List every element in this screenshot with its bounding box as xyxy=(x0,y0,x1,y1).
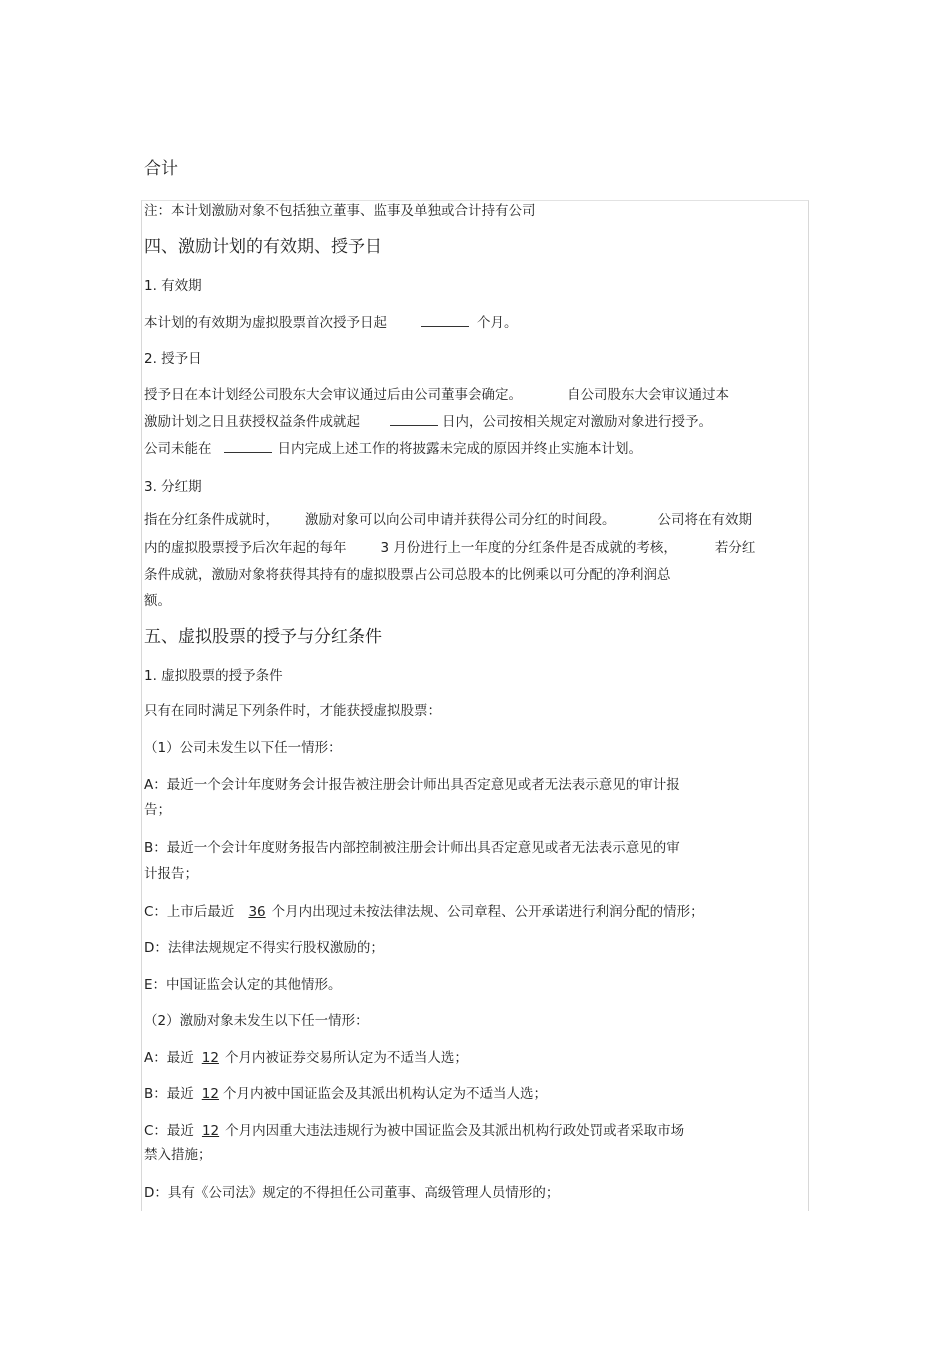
company-cond-c-a: C：上市后最近 xyxy=(144,904,235,920)
grant-date-line-2 xyxy=(144,412,712,431)
dividend-line-1 xyxy=(144,511,752,529)
dividend-line-1c: 公司将在有效期 xyxy=(657,512,752,528)
participant-cond-b xyxy=(144,1085,547,1103)
dividend-line-1a: 指在分红条件成就时， xyxy=(144,512,279,528)
grant-date-line-1b: 自公司股东大会审议通过本 xyxy=(567,387,729,403)
company-conditions-title: （1）公司未发生以下任一情形： xyxy=(144,740,342,756)
dividend-line-2a: 内的虚拟股票授予后次年起的每年 xyxy=(144,540,347,556)
validity-text-b: 个月。 xyxy=(477,315,518,331)
company-cond-b-line-1: B：最近一个会计年度财务报告内部控制被注册会计师出具否定意见或者无法表示意见的审 xyxy=(144,840,680,856)
participant-conditions-title: （2）激励对象未发生以下任一情形： xyxy=(144,1013,369,1029)
deadline-days-blank xyxy=(224,439,272,453)
grant-conditions-intro: 只有在同时满足下列条件时，才能获授虚拟股票： xyxy=(144,703,441,719)
company-cond-a-line-1: A：最近一个会计年度财务会计报告被注册会计师出具否定意见或者无法表示意见的审计报 xyxy=(144,777,680,793)
participant-cond-a-a: A：最近 xyxy=(144,1050,194,1066)
participant-cond-a xyxy=(144,1049,468,1067)
grant-date-line-1a: 授予日在本计划经公司股东大会审议通过后由公司董事会确定。 xyxy=(144,387,522,403)
months-36-value: 36 xyxy=(248,904,266,920)
grant-date-title: 2. 授予日 xyxy=(144,351,202,367)
grant-date-line-2a: 激励计划之日且获授权益条件成就起 xyxy=(144,414,360,430)
grant-days-blank xyxy=(390,412,438,426)
dividend-line-2c: 若分红 xyxy=(714,540,756,556)
participant-cond-c-a: C：最近 xyxy=(144,1123,194,1139)
dividend-line-4: 额。 xyxy=(144,593,171,609)
participant-cond-b-b: 个月内被中国证监会及其派出机构认定为不适当人选； xyxy=(222,1086,547,1102)
grant-date-line-3 xyxy=(144,439,642,458)
company-cond-c-b: 个月内出现过未按法律法规、公司章程、公开承诺进行利润分配的情形； xyxy=(271,904,704,920)
company-cond-b-line-2: 计报告； xyxy=(144,866,198,882)
participant-cond-d: D：具有《公司法》规定的不得担任公司董事、高级管理人员情形的； xyxy=(144,1185,560,1201)
grant-date-line-3a: 公司未能在 xyxy=(144,441,212,457)
grant-date-line-3b: 日内完成上述工作的将披露未完成的原因并终止实施本计划。 xyxy=(277,441,642,457)
validity-title: 1. 有效期 xyxy=(144,278,202,294)
company-cond-e: E：中国证监会认定的其他情形。 xyxy=(144,977,342,993)
grant-conditions-title: 1. 虚拟股票的授予条件 xyxy=(144,668,283,684)
validity-blank xyxy=(421,313,469,327)
company-cond-d: D：法律法规规定不得实行股权激励的； xyxy=(144,940,384,956)
months-12-value-b: 12 xyxy=(201,1086,219,1102)
dividend-line-2b: 3 月份进行上一年度的分红条件是否成就的考核， xyxy=(380,540,677,556)
participant-cond-c-line-2: 禁入措施； xyxy=(144,1147,212,1163)
validity-text xyxy=(144,313,518,332)
grant-date-line-1 xyxy=(144,386,729,404)
months-12-value-c: 12 xyxy=(201,1123,220,1139)
company-cond-c xyxy=(144,903,704,921)
participant-cond-a-b: 个月内被证券交易所认定为不适当人选； xyxy=(224,1050,468,1066)
participant-cond-b-a: B：最近 xyxy=(144,1086,194,1102)
grant-date-line-2b: 日内，公司按相关规定对激励对象进行授予。 xyxy=(442,414,712,430)
dividend-line-2 xyxy=(144,539,755,557)
participant-cond-c-line-1 xyxy=(144,1122,684,1140)
note-text: 注：本计划激励对象不包括独立董事、监事及单独或合计持有公司 xyxy=(144,203,536,219)
participant-cond-c-b: 个月内因重大违法违规行为被中国证监会及其派出机构行政处罚或者采取市场 xyxy=(225,1123,685,1139)
company-cond-a-line-2: 告； xyxy=(144,802,171,818)
validity-text-a: 本计划的有效期为虚拟股票首次授予日起 xyxy=(144,315,387,331)
dividend-line-3: 条件成就，激励对象将获得其持有的虚拟股票占公司总股本的比例乘以可分配的净利润总 xyxy=(144,567,671,583)
section-4-heading: 四、激励计划的有效期、授予日 xyxy=(144,237,382,257)
dividend-period-title: 3. 分红期 xyxy=(144,479,202,495)
section-5-heading: 五、虚拟股票的授予与分红条件 xyxy=(144,627,382,647)
summary-label: 合计 xyxy=(144,159,178,179)
months-12-value-a: 12 xyxy=(201,1050,219,1066)
dividend-line-1b: 激励对象可以向公司申请并获得公司分红的时间段。 xyxy=(305,512,616,528)
